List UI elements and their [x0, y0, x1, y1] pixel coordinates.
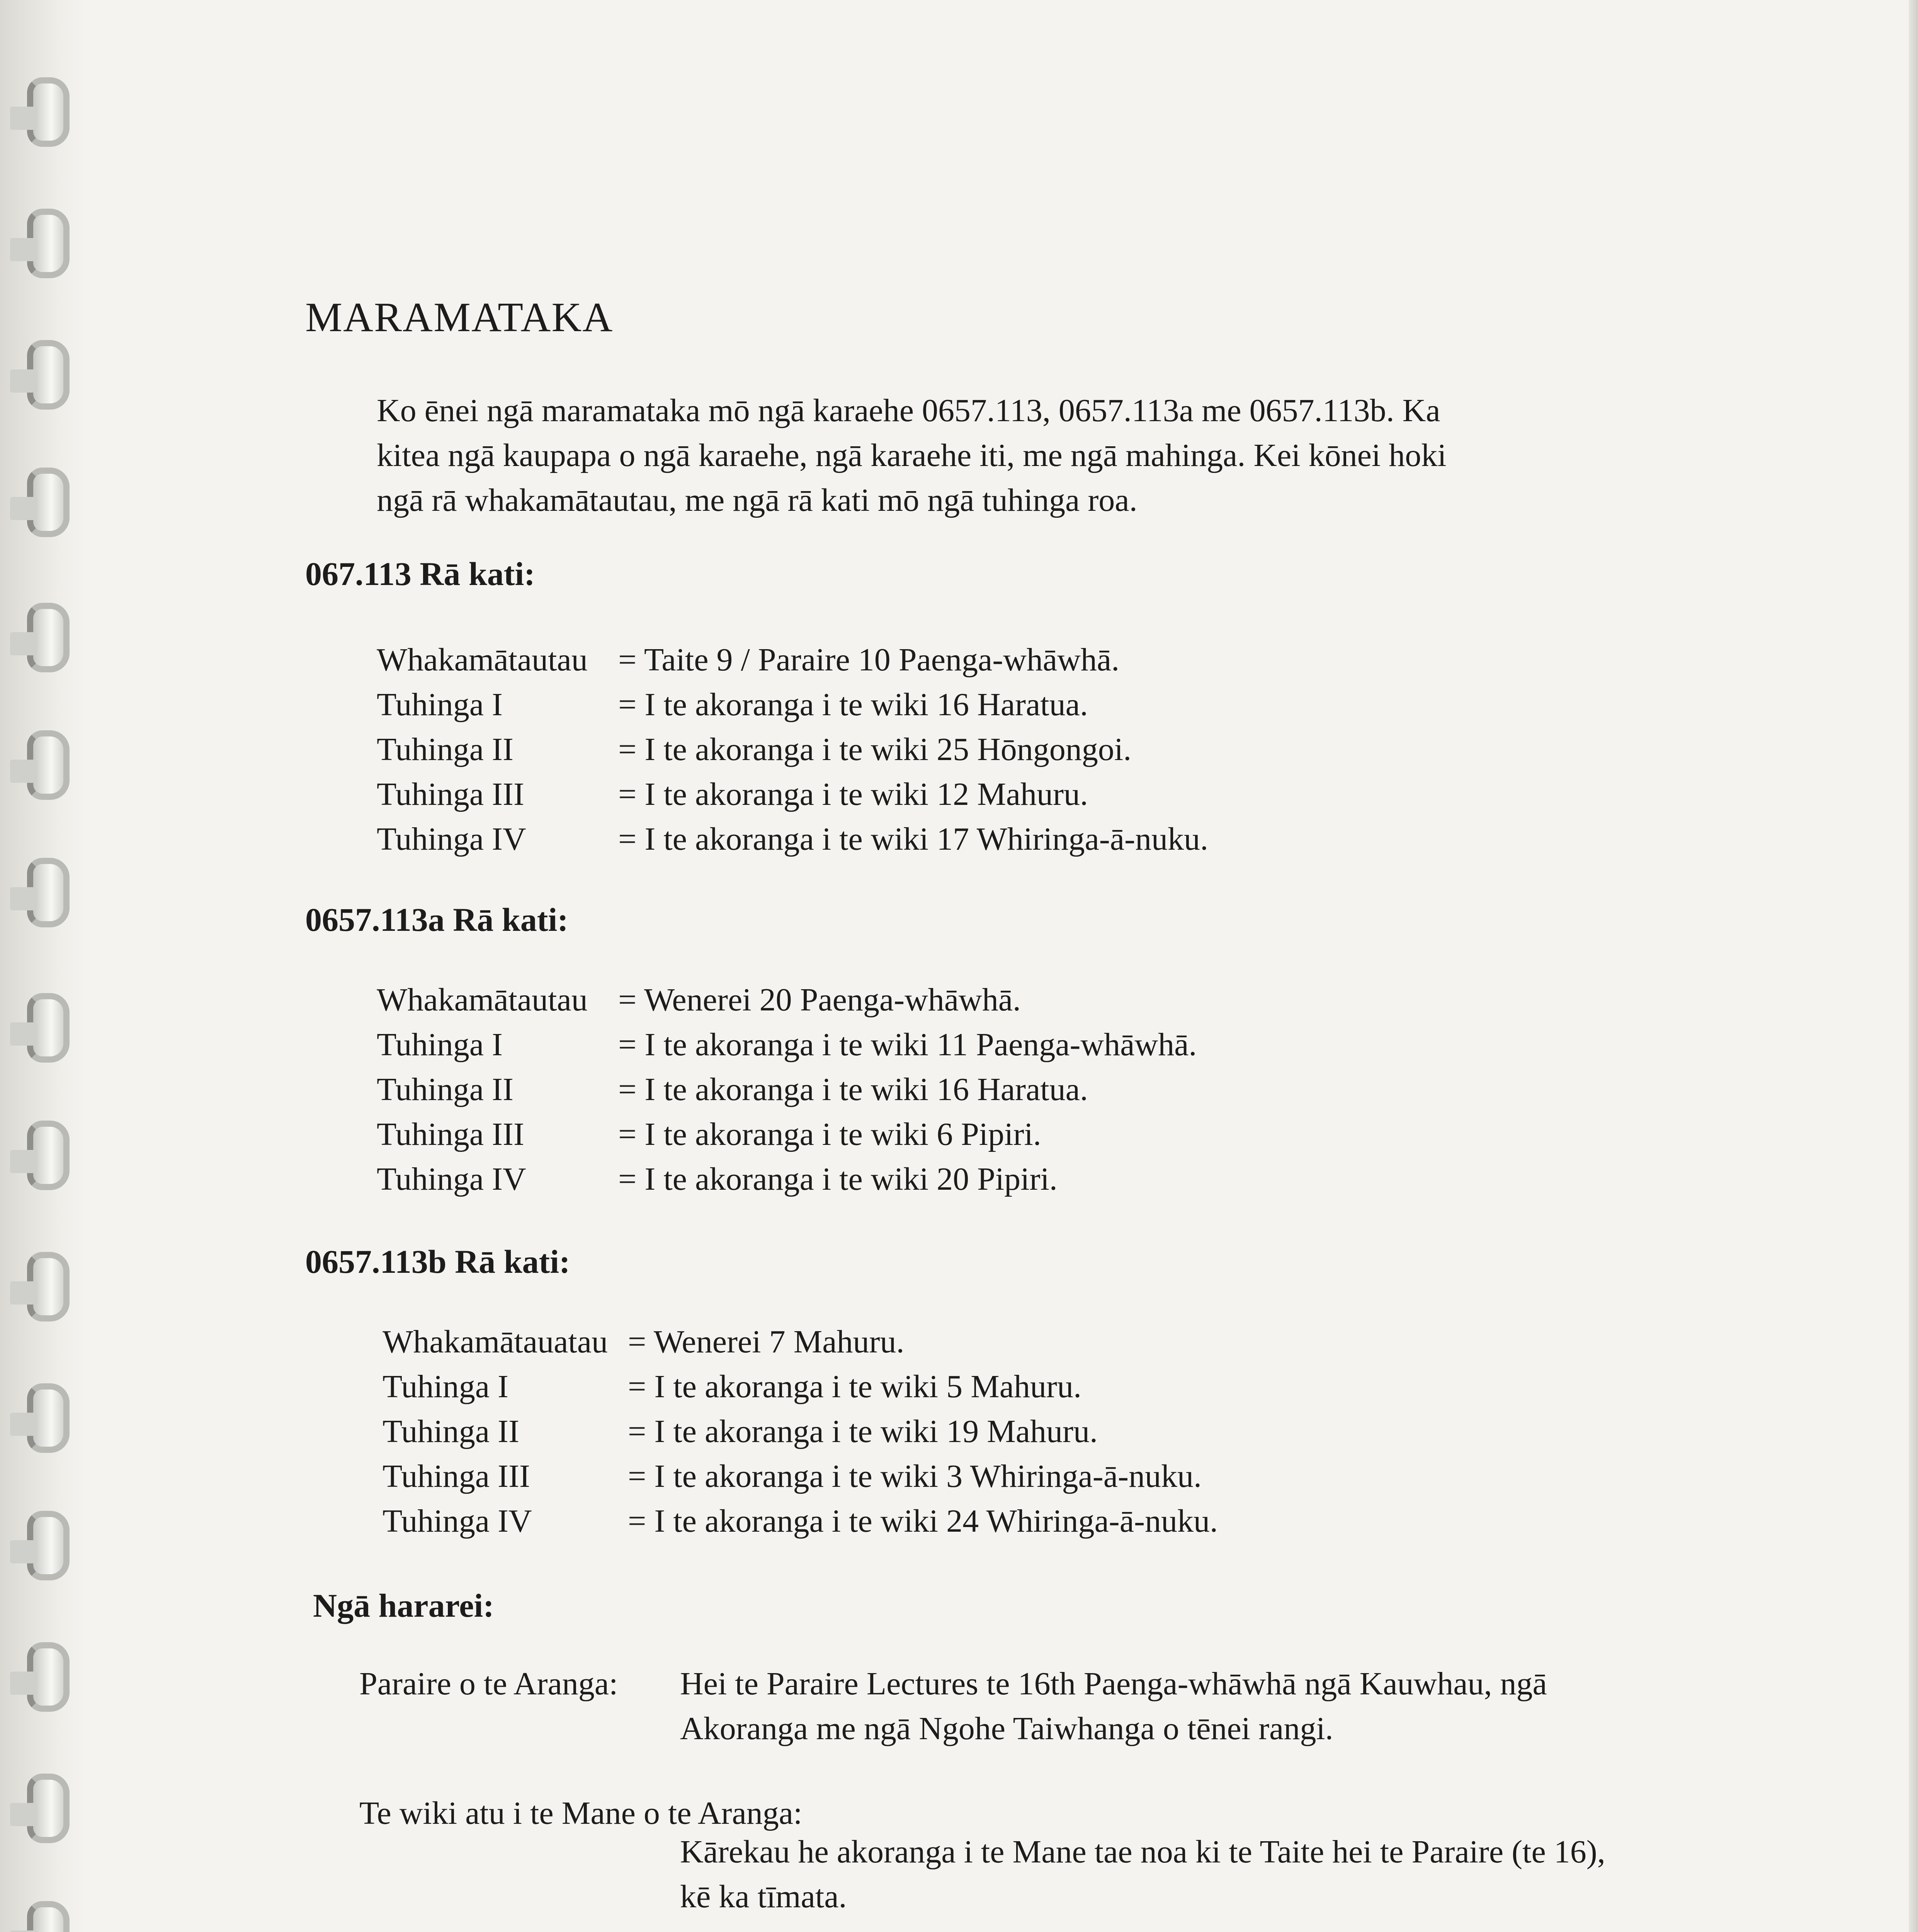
- dates-table: [377, 638, 1536, 862]
- row-value: = I te akoranga i te wiki 20 Pipiri.: [618, 1161, 1058, 1197]
- binding-ring-icon: [27, 1383, 70, 1453]
- table-row: [377, 1112, 1536, 1157]
- table-row: [383, 1364, 1542, 1409]
- section-heading: 0657.113b Rā kati:: [305, 1243, 570, 1280]
- binding-ring-icon: [27, 603, 70, 672]
- row-value: = I te akoranga i te wiki 12 Mahuru.: [618, 776, 1088, 812]
- row-value: = Taite 9 / Paraire 10 Paenga-whāwhā.: [618, 642, 1120, 678]
- row-label: Whakamātautau: [377, 982, 588, 1018]
- row-value: = I te akoranga i te wiki 25 Hōngongoi.: [618, 731, 1132, 767]
- row-value: = I te akoranga i te wiki 16 Haratua.: [618, 1071, 1088, 1107]
- table-row: [383, 1499, 1542, 1544]
- row-label: Tuhinga I: [383, 1369, 508, 1405]
- intro-line: Ko ēnei ngā maramataka mō ngā karaehe 0657.113, 0657.113a me 0657.113b. Ka: [377, 393, 1440, 429]
- row-value: = I te akoranga i te wiki 17 Whiringa-ā-nuku.: [618, 821, 1209, 857]
- table-row: [377, 638, 1536, 682]
- row-label: Whakamātauatau: [383, 1324, 608, 1360]
- row-label: Tuhinga IV: [377, 1161, 526, 1197]
- row-value: = I te akoranga i te wiki 11 Paenga-whāwhā.: [618, 1027, 1197, 1063]
- row-value: = I te akoranga i te wiki 16 Haratua.: [618, 687, 1088, 723]
- table-row: [377, 772, 1536, 817]
- page-title: MARAMATAKA: [305, 294, 614, 340]
- easter-text: Hei te Paraire Lectures te 16th Paenga-whāwhā ngā Kauwhau, ngā Akoranga me ngā Ngohe Taiwhanga o tēnei rangi.: [680, 1666, 1547, 1747]
- table-row: [377, 1022, 1536, 1067]
- row-label: Tuhinga II: [377, 1071, 514, 1107]
- row-value: = I te akoranga i te wiki 6 Pipiri.: [618, 1116, 1041, 1152]
- table-row: [383, 1454, 1542, 1499]
- row-value: = Wenerei 20 Paenga-whāwhā.: [618, 982, 1021, 1018]
- section-heading: 0657.113a Rā kati:: [305, 901, 568, 938]
- dates-table: [383, 1320, 1542, 1544]
- week-after-label: Te wiki atu i te Mane o te Aranga:: [359, 1795, 803, 1831]
- row-label: Tuhinga III: [377, 776, 524, 812]
- table-row: [383, 1320, 1542, 1364]
- table-row: [377, 978, 1536, 1022]
- row-label: Tuhinga II: [383, 1413, 519, 1449]
- table-row: [377, 1067, 1536, 1112]
- binding-ring-icon: [27, 993, 70, 1063]
- holidays-heading: Ngā hararei:: [313, 1587, 494, 1624]
- row-value: = I te akoranga i te wiki 3 Whiringa-ā-nuku.: [628, 1458, 1202, 1494]
- row-value: = I te akoranga i te wiki 19 Mahuru.: [628, 1413, 1098, 1449]
- row-value: = I te akoranga i te wiki 24 Whiringa-ā-nuku.: [628, 1503, 1218, 1539]
- binding-ring-icon: [27, 1252, 70, 1321]
- table-row: [383, 1409, 1542, 1454]
- table-row: [377, 727, 1536, 772]
- row-label: Tuhinga I: [377, 1027, 503, 1063]
- page-edge: [1909, 0, 1918, 1932]
- row-label: Tuhinga II: [377, 731, 514, 767]
- binding-ring-icon: [27, 858, 70, 927]
- week-after-text: Kārekau he akoranga i te Mane tae noa ki te Taite hei te Paraire (te 16), kē ka tīmata.: [680, 1834, 1605, 1915]
- binding-ring-icon: [27, 1774, 70, 1843]
- row-value: = I te akoranga i te wiki 5 Mahuru.: [628, 1369, 1082, 1405]
- intro-line: kitea ngā kaupapa o ngā karaehe, ngā karaehe iti, me ngā mahinga. Kei kōnei hoki: [377, 437, 1447, 473]
- binding-ring-icon: [27, 1642, 70, 1712]
- table-row: [377, 1157, 1536, 1202]
- row-label: Tuhinga III: [377, 1116, 524, 1152]
- binding-ring-icon: [27, 340, 70, 410]
- binding-ring-icon: [27, 1511, 70, 1580]
- binding-ring-icon: [27, 1121, 70, 1190]
- row-label: Tuhinga IV: [377, 821, 526, 857]
- easter-label: Paraire o te Aranga:: [359, 1666, 618, 1702]
- binding-ring-icon: [27, 77, 70, 147]
- row-label: Tuhinga I: [377, 687, 503, 723]
- section-heading: 067.113 Rā kati:: [305, 555, 535, 592]
- table-row: [377, 817, 1536, 862]
- binding-ring-icon: [27, 1901, 70, 1932]
- intro-line: ngā rā whakamātautau, me ngā rā kati mō ngā tuhinga roa.: [377, 482, 1138, 518]
- table-row: [377, 682, 1536, 727]
- row-label: Tuhinga IV: [383, 1503, 532, 1539]
- binding-ring-icon: [27, 730, 70, 800]
- binding-ring-icon: [27, 209, 70, 278]
- dates-table: [377, 978, 1536, 1202]
- row-value: = Wenerei 7 Mahuru.: [628, 1324, 905, 1360]
- binding-ring-icon: [27, 468, 70, 537]
- row-label: Tuhinga III: [383, 1458, 530, 1494]
- row-label: Whakamātautau: [377, 642, 588, 678]
